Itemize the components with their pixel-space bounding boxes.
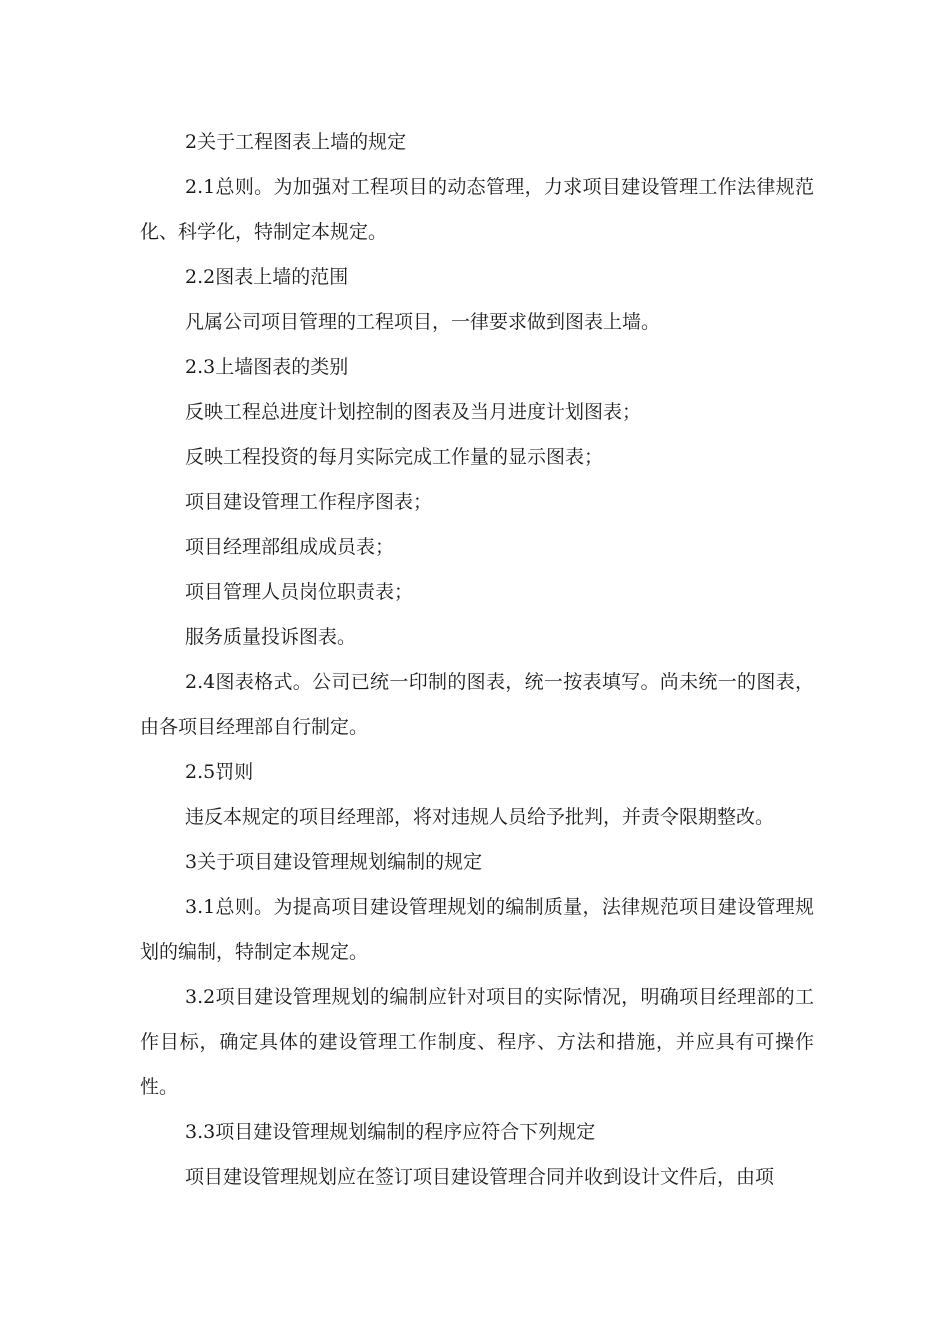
section-heading-2: 2关于工程图表上墙的规定 — [185, 131, 407, 153]
list-item: 反映工程投资的每月实际完成工作量的显示图表； — [185, 446, 604, 468]
paragraph: 违反本规定的项目经理部，将对违规人员给予批判，并责令限期整改。 — [185, 806, 775, 828]
subheading-2-2: 2.2图表上墙的范围 — [185, 266, 349, 288]
subheading-2-3: 2.3上墙图表的类别 — [185, 356, 349, 378]
paragraph-3-2: 3.2项目建设管理规划的编制应针对项目的实际情况，明确项目经理部的工作目标，确定具体的建设管理工作制度、程序、方法和措施，并应具有可操作性。 — [140, 986, 814, 1098]
paragraph: 凡属公司项目管理的工程项目，一律要求做到图表上墙。 — [185, 311, 661, 333]
paragraph: 项目建设管理规划应在签订项目建设管理合同并收到设计文件后，由项 — [185, 1166, 775, 1188]
list-item: 项目管理人员岗位职责表； — [185, 581, 414, 603]
list-item: 项目经理部组成成员表； — [185, 536, 395, 558]
document-body — [140, 120, 814, 1200]
paragraph-2-1: 2.1总则。为加强对工程项目的动态管理，力求项目建设管理工作法律规范化、科学化，特制定本规定。 — [140, 176, 814, 243]
subheading-2-5: 2.5罚则 — [185, 761, 254, 783]
section-heading-3: 3关于项目建设管理规划编制的规定 — [185, 851, 483, 873]
list-item: 反映工程总进度计划控制的图表及当月进度计划图表； — [185, 401, 642, 423]
list-item: 服务质量投诉图表。 — [185, 626, 357, 648]
paragraph-2-4: 2.4图表格式。公司已统一印制的图表，统一按表填写。尚未统一的图表，由各项目经理部自行制定。 — [140, 671, 814, 738]
paragraph-3-1: 3.1总则。为提高项目建设管理规划的编制质量，法律规范项目建设管理规划的编制，特制定本规定。 — [140, 896, 814, 963]
list-item: 项目建设管理工作程序图表； — [185, 491, 433, 513]
subheading-3-3: 3.3项目建设管理规划编制的程序应符合下列规定 — [185, 1121, 596, 1143]
